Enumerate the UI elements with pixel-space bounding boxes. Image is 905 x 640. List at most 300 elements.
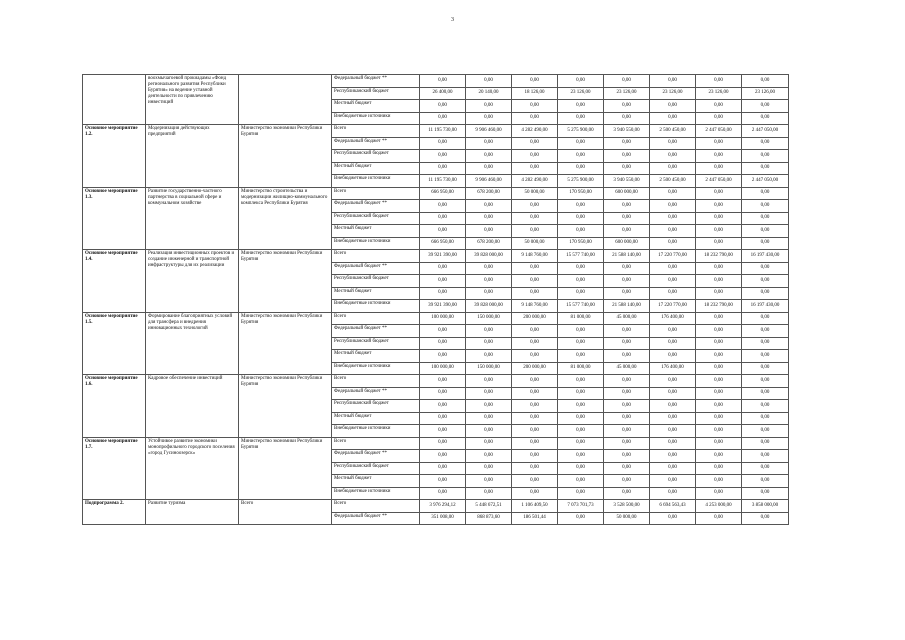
amount-cell: 11 195 730,00: [420, 125, 466, 138]
amount-cell: 0,00: [466, 412, 512, 425]
amount-cell: 3 858 000,00: [742, 500, 789, 513]
measure-name: Основное мероприятие 1.2.: [83, 125, 146, 188]
amount-cell: 2 500 450,00: [650, 175, 696, 188]
amount-cell: 0,00: [696, 187, 742, 200]
measure-name: Основное мероприятие 1.5.: [83, 312, 146, 375]
amount-cell: 39 921 390,00: [420, 300, 466, 313]
measure-name: Основное мероприятие 1.3.: [83, 187, 146, 250]
amount-cell: 0,00: [696, 475, 742, 488]
amount-cell: 0,00: [466, 287, 512, 300]
amount-cell: 45 000,00: [604, 312, 650, 325]
amount-cell: 0,00: [512, 137, 558, 150]
table-row: [83, 312, 789, 325]
amount-cell: 0,00: [512, 475, 558, 488]
measure-name: Основное мероприятие 1.4.: [83, 250, 146, 313]
funding-source: Внебюджетные источники: [332, 112, 420, 125]
amount-cell: 0,00: [742, 325, 789, 338]
amount-cell: 0,00: [420, 75, 466, 88]
amount-cell: 0,00: [742, 112, 789, 125]
amount-cell: 0,00: [420, 225, 466, 238]
funding-source: Всего: [332, 375, 420, 388]
amount-cell: 0,00: [466, 75, 512, 88]
responsible-executor: Всего: [239, 500, 332, 525]
amount-cell: 0,00: [742, 437, 789, 450]
amount-cell: 0,00: [604, 462, 650, 475]
amount-cell: 0,00: [512, 325, 558, 338]
amount-cell: 2 447 050,00: [696, 175, 742, 188]
amount-cell: 868 873,60: [466, 512, 512, 525]
amount-cell: 0,00: [696, 450, 742, 463]
amount-cell: 0,00: [696, 75, 742, 88]
amount-cell: 0,00: [420, 325, 466, 338]
amount-cell: 18 232 790,00: [696, 250, 742, 263]
amount-cell: 0,00: [512, 437, 558, 450]
amount-cell: 0,00: [696, 312, 742, 325]
amount-cell: 9 906 460,00: [466, 125, 512, 138]
amount-cell: 0,00: [512, 162, 558, 175]
amount-cell: 17 220 770,00: [650, 300, 696, 313]
funding-source: Местный бюджет: [332, 287, 420, 300]
amount-cell: 0,00: [466, 112, 512, 125]
amount-cell: 666 950,00: [420, 187, 466, 200]
amount-cell: 0,00: [604, 225, 650, 238]
amount-cell: 0,00: [512, 462, 558, 475]
amount-cell: 0,00: [650, 225, 696, 238]
responsible-executor: Министерство экономики Республики Бурятия: [239, 250, 332, 313]
amount-cell: 0,00: [696, 262, 742, 275]
amount-cell: 0,00: [696, 350, 742, 363]
amount-cell: 0,00: [512, 200, 558, 213]
amount-cell: 0,00: [466, 375, 512, 388]
amount-cell: 0,00: [604, 450, 650, 463]
responsible-executor: Министерство экономики Республики Бурятия: [239, 437, 332, 500]
amount-cell: 0,00: [696, 400, 742, 413]
amount-cell: 2 500 450,00: [650, 125, 696, 138]
amount-cell: 0,00: [742, 512, 789, 525]
amount-cell: 5 275 900,00: [558, 125, 604, 138]
amount-cell: 176 400,00: [650, 312, 696, 325]
amount-cell: 170 950,00: [558, 187, 604, 200]
amount-cell: 0,00: [742, 400, 789, 413]
amount-cell: 0,00: [558, 487, 604, 500]
amount-cell: 0,00: [742, 362, 789, 375]
amount-cell: 0,00: [512, 262, 558, 275]
amount-cell: 0,00: [604, 162, 650, 175]
amount-cell: 0,00: [742, 100, 789, 113]
funding-source: Федеральный бюджет **: [332, 200, 420, 213]
amount-cell: 2 447 050,00: [742, 125, 789, 138]
responsible-executor: Министерство экономики Республики Бурятия: [239, 375, 332, 438]
amount-cell: 39 828 000,00: [466, 250, 512, 263]
amount-cell: 0,00: [420, 162, 466, 175]
amount-cell: 0,00: [558, 112, 604, 125]
amount-cell: 0,00: [650, 512, 696, 525]
amount-cell: 16 197 430,00: [742, 250, 789, 263]
amount-cell: 0,00: [420, 425, 466, 438]
amount-cell: 15 577 740,00: [558, 300, 604, 313]
table-row: [83, 187, 789, 200]
amount-cell: 0,00: [558, 375, 604, 388]
amount-cell: 0,00: [466, 450, 512, 463]
amount-cell: 0,00: [650, 325, 696, 338]
amount-cell: 39 921 390,00: [420, 250, 466, 263]
amount-cell: 0,00: [420, 487, 466, 500]
funding-source: Всего: [332, 125, 420, 138]
amount-cell: 0,00: [558, 400, 604, 413]
amount-cell: 0,00: [742, 287, 789, 300]
amount-cell: 20 140,00: [466, 87, 512, 100]
amount-cell: 0,00: [650, 462, 696, 475]
funding-source: Республиканский бюджет: [332, 87, 420, 100]
amount-cell: 0,00: [650, 450, 696, 463]
amount-cell: 0,00: [604, 287, 650, 300]
measure-name: Подпрограмма 2.: [83, 500, 146, 525]
amount-cell: 3 528 500,00: [604, 500, 650, 513]
funding-source: Внебюджетные источники: [332, 425, 420, 438]
amount-cell: 0,00: [558, 212, 604, 225]
amount-cell: 0,00: [650, 150, 696, 163]
funding-source: Внебюджетные источники: [332, 237, 420, 250]
amount-cell: 0,00: [650, 212, 696, 225]
amount-cell: 0,00: [466, 462, 512, 475]
amount-cell: 0,00: [466, 100, 512, 113]
responsible-executor: Министерство строительства и модернизации жилищно-коммунального комплекса Республики Бурятия: [239, 187, 332, 250]
funding-source: Местный бюджет: [332, 100, 420, 113]
amount-cell: 0,00: [742, 262, 789, 275]
amount-cell: 0,00: [650, 112, 696, 125]
responsible-executor: Министерство экономики Республики Бурятия: [239, 125, 332, 188]
amount-cell: 0,00: [558, 100, 604, 113]
amount-cell: 678 200,00: [466, 187, 512, 200]
amount-cell: 0,00: [650, 237, 696, 250]
amount-cell: 5 448 672,51: [466, 500, 512, 513]
amount-cell: 0,00: [650, 100, 696, 113]
amount-cell: 0,00: [466, 137, 512, 150]
amount-cell: 150 000,00: [466, 362, 512, 375]
amount-cell: 0,00: [420, 350, 466, 363]
funding-source: Всего: [332, 437, 420, 450]
amount-cell: 0,00: [512, 387, 558, 400]
amount-cell: 0,00: [512, 150, 558, 163]
funding-source: Федеральный бюджет **: [332, 450, 420, 463]
amount-cell: 45 000,00: [604, 362, 650, 375]
amount-cell: 0,00: [604, 337, 650, 350]
measure-description: воохмычагоевой прокиадамы «Фонд регионального развития Республики Бурятия» на ведение уставной деятельности по привлечению инвестиций: [146, 75, 239, 125]
funding-source: Республиканский бюджет: [332, 337, 420, 350]
amount-cell: 0,00: [696, 112, 742, 125]
amount-cell: 0,00: [512, 100, 558, 113]
funding-source: Республиканский бюджет: [332, 462, 420, 475]
measure-description: Реализация инвестиционных проектов и создание инженерной и транспортной инфраструктуры для их реализации: [146, 250, 239, 313]
amount-cell: 7 073 701,73: [558, 500, 604, 513]
amount-cell: 0,00: [604, 350, 650, 363]
amount-cell: 0,00: [420, 475, 466, 488]
amount-cell: 0,00: [558, 350, 604, 363]
page-number: 3: [451, 17, 454, 23]
responsible-executor: Министерство экономики Республики Бурятия: [239, 312, 332, 375]
amount-cell: 0,00: [466, 325, 512, 338]
amount-cell: 0,00: [650, 487, 696, 500]
amount-cell: 0,00: [604, 412, 650, 425]
amount-cell: 0,00: [696, 425, 742, 438]
amount-cell: 0,00: [604, 475, 650, 488]
amount-cell: 0,00: [512, 337, 558, 350]
amount-cell: 26 400,00: [420, 87, 466, 100]
amount-cell: 0,00: [466, 162, 512, 175]
amount-cell: 0,00: [604, 100, 650, 113]
amount-cell: 0,00: [604, 487, 650, 500]
amount-cell: 0,00: [420, 375, 466, 388]
amount-cell: 0,00: [742, 375, 789, 388]
amount-cell: 23 126,00: [650, 87, 696, 100]
amount-cell: 0,00: [558, 150, 604, 163]
amount-cell: 0,00: [696, 150, 742, 163]
amount-cell: 0,00: [696, 325, 742, 338]
amount-cell: 200 000,00: [512, 362, 558, 375]
table-row: [83, 375, 789, 388]
amount-cell: 0,00: [650, 262, 696, 275]
amount-cell: 9 148 760,00: [512, 300, 558, 313]
amount-cell: 0,00: [742, 275, 789, 288]
amount-cell: 0,00: [558, 337, 604, 350]
funding-source: Федеральный бюджет **: [332, 75, 420, 88]
amount-cell: 176 400,00: [650, 362, 696, 375]
amount-cell: 81 000,00: [558, 312, 604, 325]
measure-description: Развитие туризма: [146, 500, 239, 525]
amount-cell: 0,00: [696, 212, 742, 225]
funding-source: Местный бюджет: [332, 412, 420, 425]
amount-cell: 0,00: [650, 387, 696, 400]
amount-cell: 0,00: [604, 425, 650, 438]
amount-cell: 0,00: [696, 375, 742, 388]
amount-cell: 0,00: [558, 512, 604, 525]
budget-table: [82, 74, 789, 525]
table-row: [83, 75, 789, 88]
amount-cell: 0,00: [696, 362, 742, 375]
amount-cell: 0,00: [604, 262, 650, 275]
amount-cell: 0,00: [420, 437, 466, 450]
amount-cell: 21 588 140,00: [604, 250, 650, 263]
amount-cell: 0,00: [696, 100, 742, 113]
amount-cell: 0,00: [742, 387, 789, 400]
amount-cell: 0,00: [512, 225, 558, 238]
amount-cell: 0,00: [420, 287, 466, 300]
amount-cell: 2 447 050,00: [696, 125, 742, 138]
amount-cell: 0,00: [558, 275, 604, 288]
amount-cell: 186 501,44: [512, 512, 558, 525]
amount-cell: 0,00: [512, 412, 558, 425]
funding-source: Федеральный бюджет **: [332, 387, 420, 400]
funding-source: Федеральный бюджет **: [332, 262, 420, 275]
amount-cell: 200 000,00: [512, 312, 558, 325]
amount-cell: 0,00: [558, 200, 604, 213]
amount-cell: 0,00: [558, 437, 604, 450]
amount-cell: 0,00: [420, 262, 466, 275]
amount-cell: 0,00: [512, 112, 558, 125]
funding-source: Внебюджетные источники: [332, 487, 420, 500]
responsible-executor: [239, 75, 332, 125]
amount-cell: 0,00: [742, 200, 789, 213]
amount-cell: 0,00: [512, 400, 558, 413]
amount-cell: 0,00: [742, 187, 789, 200]
amount-cell: 0,00: [512, 275, 558, 288]
amount-cell: 23 126,00: [742, 87, 789, 100]
amount-cell: 0,00: [742, 212, 789, 225]
amount-cell: 0,00: [558, 387, 604, 400]
measure-name: Основное мероприятие 1.7.: [83, 437, 146, 500]
funding-source: Республиканский бюджет: [332, 150, 420, 163]
amount-cell: 0,00: [420, 275, 466, 288]
amount-cell: 600 000,00: [604, 187, 650, 200]
amount-cell: 0,00: [466, 487, 512, 500]
amount-cell: 4 253 000,00: [696, 500, 742, 513]
amount-cell: 0,00: [466, 275, 512, 288]
funding-source: Федеральный бюджет **: [332, 325, 420, 338]
amount-cell: 16 197 430,00: [742, 300, 789, 313]
amount-cell: 0,00: [558, 137, 604, 150]
amount-cell: 18 126,00: [512, 87, 558, 100]
amount-cell: 100 000,00: [420, 312, 466, 325]
measure-description: Устойчивое развитие экономики монопрофильного городского поселения «город Гусиноозерск»: [146, 437, 239, 500]
amount-cell: 0,00: [466, 212, 512, 225]
amount-cell: 0,00: [420, 150, 466, 163]
amount-cell: 0,00: [558, 412, 604, 425]
amount-cell: 0,00: [650, 437, 696, 450]
amount-cell: 678 200,00: [466, 237, 512, 250]
amount-cell: 39 828 000,00: [466, 300, 512, 313]
amount-cell: 0,00: [466, 475, 512, 488]
amount-cell: 0,00: [604, 75, 650, 88]
amount-cell: 0,00: [558, 287, 604, 300]
amount-cell: 23 126,00: [696, 87, 742, 100]
funding-source: Внебюджетные источники: [332, 175, 420, 188]
amount-cell: 0,00: [558, 425, 604, 438]
amount-cell: 0,00: [696, 287, 742, 300]
table-row: [83, 500, 789, 513]
amount-cell: 0,00: [466, 425, 512, 438]
amount-cell: 2 447 050,00: [742, 175, 789, 188]
amount-cell: 0,00: [420, 400, 466, 413]
amount-cell: 0,00: [696, 337, 742, 350]
amount-cell: 0,00: [742, 150, 789, 163]
amount-cell: 0,00: [650, 350, 696, 363]
amount-cell: 0,00: [650, 162, 696, 175]
amount-cell: 0,00: [512, 487, 558, 500]
amount-cell: 0,00: [466, 200, 512, 213]
measure-description: Кадровое обеспечение инвестиций: [146, 375, 239, 438]
amount-cell: 351 008,00: [420, 512, 466, 525]
amount-cell: 0,00: [420, 112, 466, 125]
amount-cell: 0,00: [696, 137, 742, 150]
amount-cell: 15 577 740,00: [558, 250, 604, 263]
amount-cell: 0,00: [420, 212, 466, 225]
measure-description: Формирование благоприятных условий для трансфера и внедрения инновационных технологий: [146, 312, 239, 375]
amount-cell: 0,00: [650, 425, 696, 438]
amount-cell: 0,00: [696, 412, 742, 425]
measure-name: [83, 75, 146, 125]
amount-cell: 0,00: [742, 312, 789, 325]
amount-cell: 0,00: [466, 350, 512, 363]
amount-cell: 600 000,00: [604, 237, 650, 250]
funding-source: Всего: [332, 312, 420, 325]
amount-cell: 0,00: [558, 262, 604, 275]
amount-cell: 0,00: [512, 212, 558, 225]
funding-source: Всего: [332, 250, 420, 263]
amount-cell: 0,00: [466, 225, 512, 238]
amount-cell: 0,00: [512, 375, 558, 388]
amount-cell: 0,00: [512, 75, 558, 88]
amount-cell: 0,00: [696, 437, 742, 450]
funding-source: Внебюджетные источники: [332, 300, 420, 313]
amount-cell: 0,00: [420, 337, 466, 350]
table-row: [83, 250, 789, 263]
amount-cell: 23 126,00: [558, 87, 604, 100]
funding-source: Федеральный бюджет **: [332, 137, 420, 150]
amount-cell: 5 275 900,00: [558, 175, 604, 188]
amount-cell: 0,00: [466, 337, 512, 350]
amount-cell: 6 694 563,43: [650, 500, 696, 513]
amount-cell: 0,00: [650, 337, 696, 350]
funding-source: Республиканский бюджет: [332, 275, 420, 288]
amount-cell: 0,00: [742, 75, 789, 88]
amount-cell: 4 282 490,00: [512, 175, 558, 188]
amount-cell: 0,00: [696, 487, 742, 500]
amount-cell: 0,00: [604, 200, 650, 213]
funding-source: Местный бюджет: [332, 225, 420, 238]
amount-cell: 0,00: [604, 375, 650, 388]
amount-cell: 0,00: [742, 337, 789, 350]
funding-source: Федеральный бюджет **: [332, 512, 420, 525]
amount-cell: 0,00: [742, 162, 789, 175]
funding-source: Республиканский бюджет: [332, 212, 420, 225]
amount-cell: 50 000,00: [604, 512, 650, 525]
amount-cell: 0,00: [604, 275, 650, 288]
amount-cell: 3 976 294,12: [420, 500, 466, 513]
amount-cell: 0,00: [650, 287, 696, 300]
amount-cell: 0,00: [420, 450, 466, 463]
amount-cell: 0,00: [558, 462, 604, 475]
measure-description: Модернизация действующих предприятий: [146, 125, 239, 188]
amount-cell: 0,00: [696, 275, 742, 288]
amount-cell: 0,00: [696, 237, 742, 250]
amount-cell: 0,00: [650, 187, 696, 200]
amount-cell: 0,00: [742, 425, 789, 438]
amount-cell: 0,00: [650, 400, 696, 413]
amount-cell: 11 195 730,00: [420, 175, 466, 188]
funding-source: Всего: [332, 500, 420, 513]
amount-cell: 0,00: [558, 225, 604, 238]
amount-cell: 0,00: [604, 400, 650, 413]
amount-cell: 23 126,00: [604, 87, 650, 100]
amount-cell: 0,00: [604, 212, 650, 225]
measure-name: Основное мероприятие 1.6.: [83, 375, 146, 438]
amount-cell: 9 148 760,00: [512, 250, 558, 263]
amount-cell: 0,00: [742, 450, 789, 463]
amount-cell: 0,00: [650, 75, 696, 88]
amount-cell: 0,00: [696, 225, 742, 238]
amount-cell: 0,00: [650, 475, 696, 488]
amount-cell: 0,00: [512, 287, 558, 300]
amount-cell: 0,00: [466, 262, 512, 275]
amount-cell: 50 000,00: [512, 187, 558, 200]
amount-cell: 0,00: [420, 387, 466, 400]
amount-cell: 17 220 770,00: [650, 250, 696, 263]
funding-source: Всего: [332, 187, 420, 200]
amount-cell: 0,00: [742, 487, 789, 500]
amount-cell: 0,00: [696, 462, 742, 475]
amount-cell: 50 000,00: [512, 237, 558, 250]
amount-cell: 0,00: [696, 162, 742, 175]
